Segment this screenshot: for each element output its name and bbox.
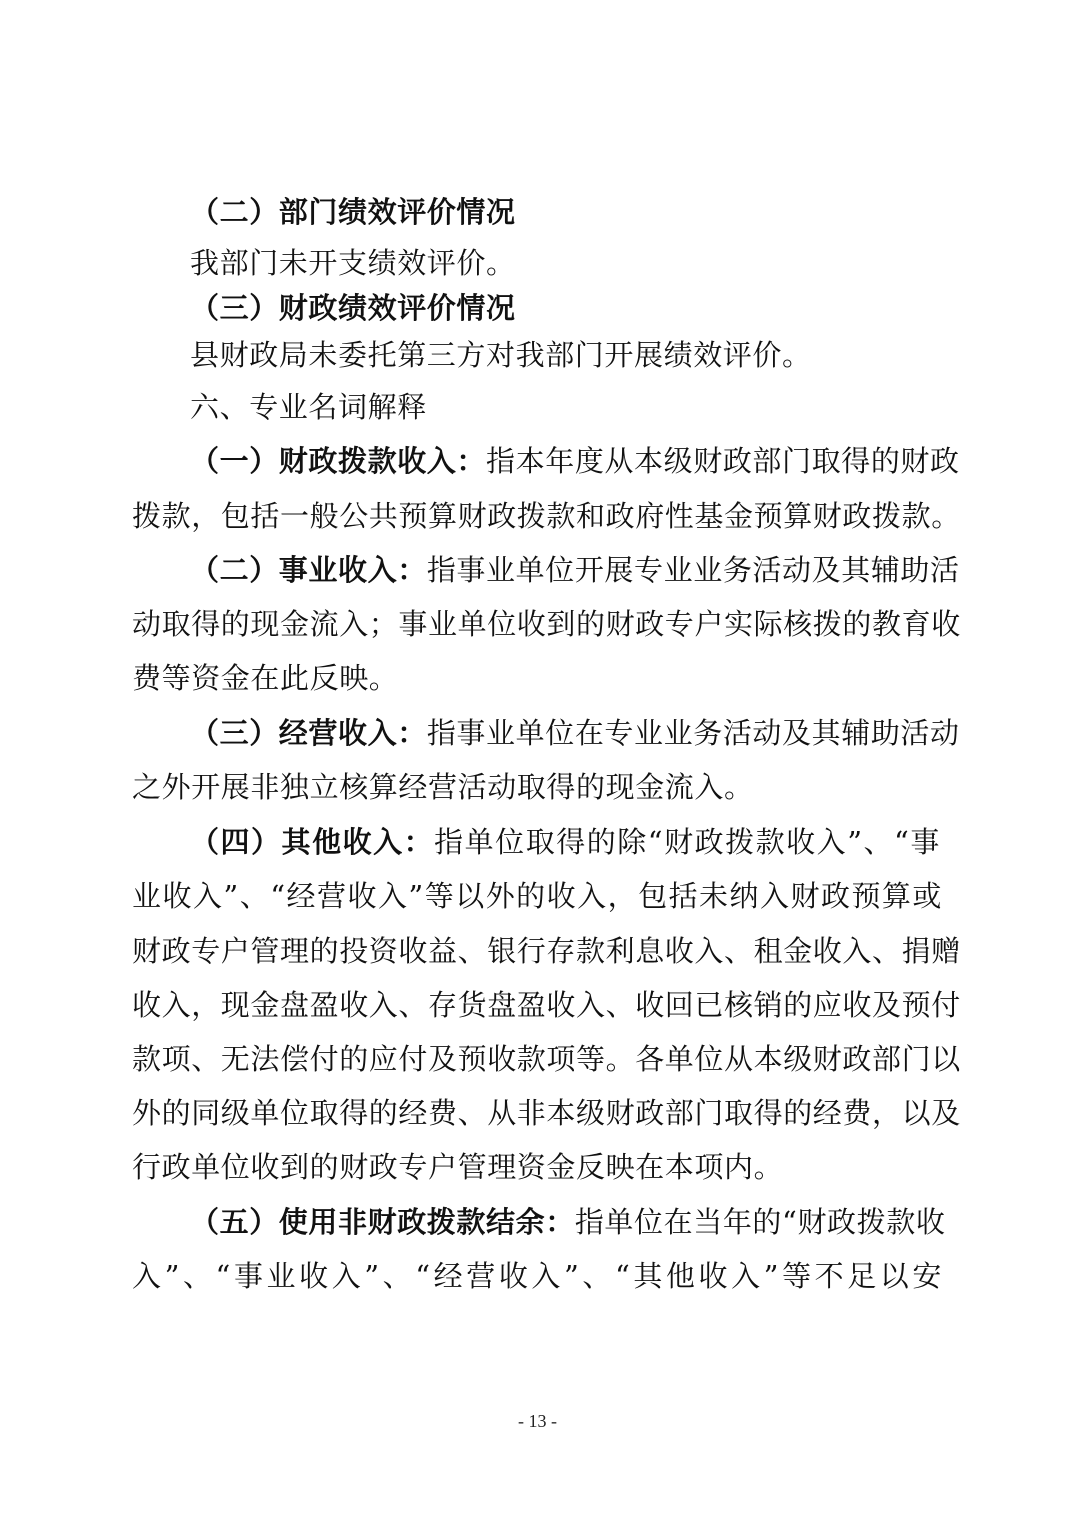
term-2-line-2: 动取得的现金流入；事业单位收到的财政专户实际核拨的教育收: [132, 607, 961, 641]
term-4-line-3: 财政专户管理的投资收益、银行存款利息收入、租金收入、捐赠: [132, 934, 961, 968]
term-2-label: （二）事业收入：: [190, 553, 427, 587]
fin-eval-text: 县财政局未委托第三方对我部门开展绩效评价。: [190, 338, 812, 372]
term-5-label: （五）使用非财政拨款结余：: [190, 1205, 575, 1239]
page-number: - 13 -: [518, 1411, 557, 1431]
dept-eval-heading: （二）部门绩效评价情况: [190, 195, 516, 229]
term-2-first-line: [190, 550, 960, 590]
term-4-first-line: [190, 822, 940, 862]
term-3-text: 指事业单位在专业业务活动及其辅助活动: [426, 716, 960, 750]
term-1-text: 指本年度从本级财政部门取得的财政: [486, 444, 960, 478]
term-4-text: 指单位取得的除“财政拨款收入”、“事: [434, 825, 940, 859]
term-5-first-line: [190, 1202, 946, 1242]
term-3-first-line: [190, 713, 960, 753]
term-2-text: 指事业单位开展专业业务活动及其辅助活: [426, 553, 960, 587]
term-3-line-2: 之外开展非独立核算经营活动取得的现金流入。: [132, 770, 754, 804]
term-4-line-7: 行政单位收到的财政专户管理资金反映在本项内。: [132, 1150, 784, 1184]
term-4-line-4: 收入，现金盘盈收入、存货盘盈收入、收回已核销的应收及预付: [132, 988, 961, 1022]
term-4-line-5: 款项、无法偿付的应付及预收款项等。各单位从本级财政部门以: [132, 1042, 961, 1076]
term-2-line-3: 费等资金在此反映。: [132, 661, 399, 695]
term-4-line-6: 外的同级单位取得的经费、从非本级财政部门取得的经费，以及: [132, 1096, 961, 1130]
term-4-line-2: 业收入”、“经营收入”等以外的收入，包括未纳入财政预算或: [132, 879, 942, 913]
term-1-first-line: [190, 441, 960, 481]
term-1-line-2: 拨款，包括一般公共预算财政拨款和政府性基金预算财政拨款。: [132, 499, 961, 533]
glossary-heading: 六、专业名词解释: [190, 390, 427, 424]
term-5-line-2: 入”、“事业收入”、“经营收入”、“其他收入”等不足以安: [132, 1259, 942, 1293]
dept-eval-text: 我部门未开支绩效评价。: [190, 246, 516, 280]
term-1-label: （一）财政拨款收入：: [190, 444, 487, 478]
term-5-text: 指单位在当年的“财政拨款收: [574, 1205, 946, 1239]
term-4-label: （四）其他收入：: [190, 825, 435, 859]
term-3-label: （三）经营收入：: [190, 716, 427, 750]
fin-eval-heading: （三）财政绩效评价情况: [190, 291, 516, 325]
